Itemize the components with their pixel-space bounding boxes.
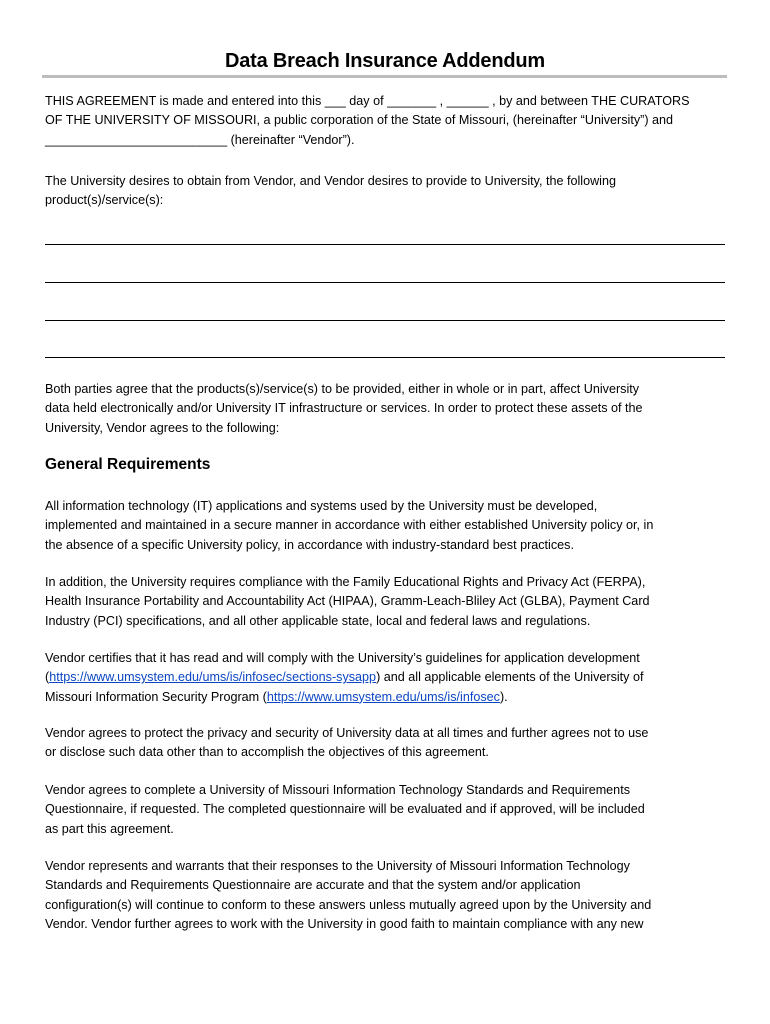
agreement-line-2: data held electronically and/or University IT infrastructure or services. In order to protect these assets of the [45, 401, 643, 416]
guidelines-paragraph: Vendor certifies that it has read and will comply with the University’s guidelines for application development (https://www.umsystem.edu/ums/is/infosec/sections-sysapp) and all applicable elements of the University of Missouri Information Security Program (https://www.umsystem.edu/ums/is/infosec). [45, 651, 644, 704]
warranty-line-2: Standards and Requirements Questionnaire are accurate and that the system and/or application [45, 878, 581, 893]
warranty-line-4: Vendor. Vendor further agrees to work with the University in good faith to maintain compliance with any new [45, 916, 644, 931]
questionnaire-line-2: Questionnaire, if requested. The completed questionnaire will be evaluated and if approved, will be included [45, 802, 645, 817]
warranty-line-3: configuration(s) will continue to conform to these answers unless mutually agreed upon by the University and [45, 897, 652, 912]
products-intro-paragraph [45, 172, 735, 211]
compliance-line-3: Industry (PCI) specifications, and all other applicable state, local and federal laws and regulations. [45, 613, 591, 628]
general-requirements-heading: General Requirements [45, 456, 211, 473]
products-intro-line-2: product(s)/service(s): [45, 193, 164, 208]
intro-line-1: THIS AGREEMENT is made and entered into this ___ day of _______ , ______ , by and between THE CURATORS [45, 94, 690, 108]
infosec-program-link[interactable]: https://www.umsystem.edu/ums/is/infosec [266, 689, 500, 704]
questionnaire-paragraph [45, 781, 735, 839]
questionnaire-line-1: Vendor agrees to complete a University of Missouri Information Technology Standards and Requirements [45, 783, 630, 797]
warranty-line-1: Vendor represents and warrants that their responses to the University of Missouri Information Technology [45, 859, 630, 873]
development-line-3: the absence of a specific University policy, in accordance with industry-standard best practices. [45, 537, 574, 552]
agreement-line-1: Both parties agree that the products(s)/service(s) to be provided, either in whole or in part, affect University [45, 382, 640, 396]
product-fill-line-3 [45, 320, 725, 321]
product-fill-line-4 [45, 357, 725, 358]
title-divider [42, 75, 727, 78]
compliance-paragraph [45, 573, 735, 631]
questionnaire-line-3: as part this agreement. [45, 821, 174, 836]
intro-paragraph [45, 92, 735, 150]
development-line-2: implemented and maintained in a secure manner in accordance with either established University policy or, in [45, 518, 654, 533]
privacy-line-1: Vendor agrees to protect the privacy and security of University data at all times and further agrees not to use [45, 726, 649, 740]
intro-line-3: __________________________ (hereinafter “Vendor”). [45, 132, 355, 147]
development-paragraph [45, 497, 735, 555]
document-title: Data Breach Insurance Addendum [224, 50, 545, 72]
guidelines-line-1: Vendor certifies that it has read and will comply with the University’s guidelines for application development [45, 651, 640, 665]
warranty-paragraph [45, 857, 735, 934]
product-fill-line-2 [45, 282, 725, 283]
products-intro-line-1: The University desires to obtain from Vendor, and Vendor desires to provide to University, the following [45, 174, 616, 188]
product-fill-line-1 [45, 244, 725, 245]
compliance-line-1: In addition, the University requires compliance with the Family Educational Rights and Privacy Act (FERPA), [45, 575, 646, 589]
privacy-line-2: or disclose such data other than to accomplish the objectives of this agreement. [45, 745, 489, 760]
intro-line-2: OF THE UNIVERSITY OF MISSOURI, a public corporation of the State of Missouri, (hereinafter “University”) and [45, 113, 674, 128]
agreement-line-3: University, Vendor agrees to the following: [45, 420, 280, 435]
privacy-paragraph [45, 724, 735, 763]
agreement-paragraph [45, 380, 735, 438]
compliance-line-2: Health Insurance Portability and Accountability Act (HIPAA), Gramm-Leach-Bliley Act (GLBA), Payment Card [45, 594, 650, 609]
sysapp-guidelines-link[interactable]: https://www.umsystem.edu/ums/is/infosec/sections-sysapp [49, 670, 377, 685]
development-line-1: All information technology (IT) applications and systems used by the University must be developed, [45, 499, 598, 513]
